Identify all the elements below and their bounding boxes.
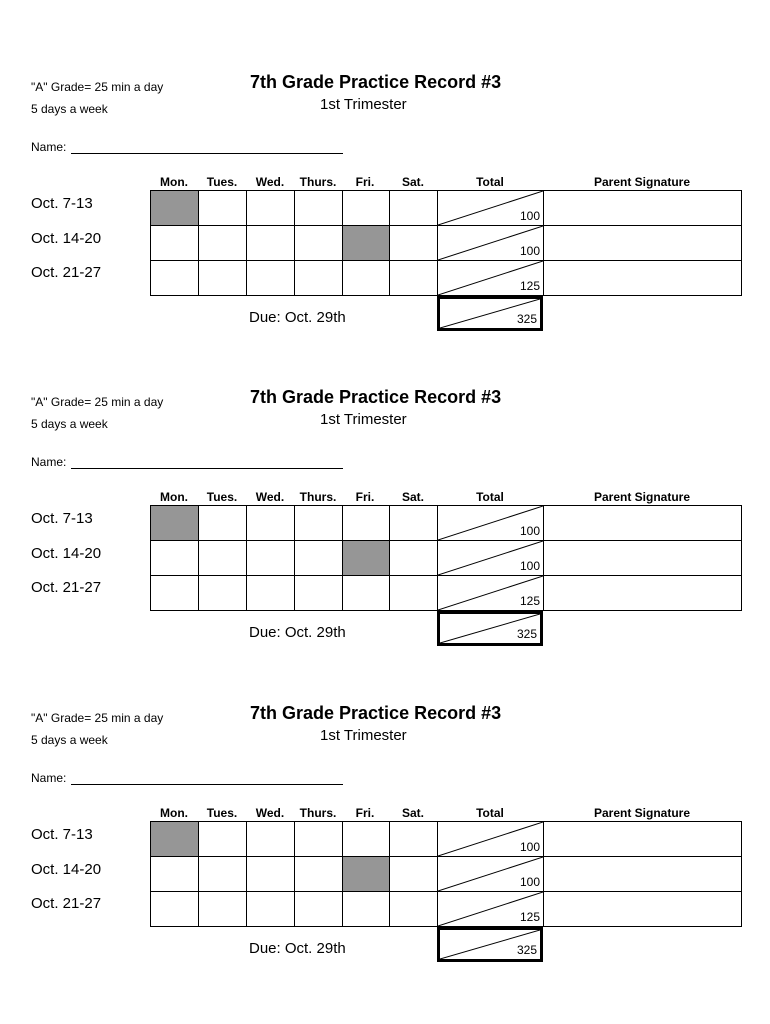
week-label: Oct. 7-13 [31,195,93,212]
practice-minutes-cell[interactable] [389,260,438,296]
days-per-week-note: 5 days a week [31,417,108,431]
practice-minutes-cell[interactable] [198,225,247,261]
column-header-0: Mon. [160,490,188,504]
parent-signature-cell[interactable] [543,891,742,927]
grand-total-value: 325 [516,943,537,957]
week-target-total: 100 [519,875,540,889]
practice-minutes-cell[interactable] [198,856,247,892]
practice-minutes-cell[interactable] [294,821,343,857]
name-label: Name: [31,455,67,469]
week-total-cell[interactable] [437,856,544,892]
practice-minutes-cell[interactable] [150,891,199,927]
grand-total-cell[interactable] [437,296,543,331]
practice-minutes-cell[interactable] [198,260,247,296]
practice-minutes-cell[interactable] [246,505,295,541]
name-label: Name: [31,771,67,785]
column-header-7: Parent Signature [593,806,691,820]
week-target-total: 100 [519,840,540,854]
practice-minutes-cell[interactable] [342,821,391,857]
week-total-cell[interactable] [437,575,544,611]
column-header-4: Fri. [355,806,375,820]
practice-minutes-cell[interactable] [198,821,247,857]
practice-minutes-cell[interactable] [246,891,295,927]
shaded-day-cell [342,540,391,576]
grand-total-value: 325 [516,627,537,641]
parent-signature-cell[interactable] [543,856,742,892]
practice-minutes-cell[interactable] [198,891,247,927]
practice-minutes-cell[interactable] [246,190,295,226]
week-label: Oct. 21-27 [31,579,102,596]
record-subtitle: 1st Trimester [320,727,407,744]
column-header-2: Wed. [255,175,285,189]
column-header-3: Thurs. [299,490,337,504]
record-title: 7th Grade Practice Record #3 [250,387,502,407]
column-header-4: Fri. [355,490,375,504]
practice-minutes-cell[interactable] [246,540,295,576]
practice-minutes-cell[interactable] [150,540,199,576]
column-header-6: Total [476,490,504,504]
column-header-1: Tues. [206,490,238,504]
week-total-cell[interactable] [437,540,544,576]
practice-minutes-cell[interactable] [389,891,438,927]
shaded-day-cell [342,856,391,892]
practice-minutes-cell[interactable] [294,891,343,927]
name-field[interactable] [71,784,343,785]
column-header-3: Thurs. [299,806,337,820]
week-label: Oct. 14-20 [31,861,102,878]
column-header-1: Tues. [206,806,238,820]
week-total-cell[interactable] [437,891,544,927]
days-per-week-note: 5 days a week [31,733,108,747]
practice-minutes-cell[interactable] [389,821,438,857]
column-header-6: Total [476,175,504,189]
practice-minutes-cell[interactable] [150,260,199,296]
parent-signature-cell[interactable] [543,260,742,296]
practice-minutes-cell[interactable] [246,821,295,857]
grand-total-cell[interactable] [437,611,543,646]
week-label: Oct. 14-20 [31,545,102,562]
week-label: Oct. 14-20 [31,230,102,247]
record-subtitle: 1st Trimester [320,411,407,428]
week-total-cell[interactable] [437,821,544,857]
column-header-6: Total [476,806,504,820]
grade-requirement-note: "A" Grade= 25 min a day [31,711,164,725]
practice-minutes-cell[interactable] [294,540,343,576]
practice-minutes-cell[interactable] [342,891,391,927]
practice-minutes-cell[interactable] [246,856,295,892]
practice-record-3 [0,703,770,1011]
record-subtitle: 1st Trimester [320,96,407,113]
record-title: 7th Grade Practice Record #3 [250,72,502,92]
due-date: Due: Oct. 29th [249,309,346,326]
column-header-7: Parent Signature [593,490,691,504]
week-target-total: 125 [519,279,540,293]
record-title: 7th Grade Practice Record #3 [250,703,502,723]
week-total-cell[interactable] [437,505,544,541]
week-target-total: 125 [519,594,540,608]
practice-minutes-cell[interactable] [294,575,343,611]
practice-minutes-cell[interactable] [389,225,438,261]
practice-minutes-cell[interactable] [389,540,438,576]
practice-record-1 [0,72,770,380]
due-date: Due: Oct. 29th [249,624,346,641]
practice-minutes-cell[interactable] [198,505,247,541]
shaded-day-cell [150,190,199,226]
practice-minutes-cell[interactable] [294,505,343,541]
column-header-5: Sat. [401,806,424,820]
week-label: Oct. 7-13 [31,826,93,843]
practice-minutes-cell[interactable] [150,225,199,261]
practice-minutes-cell[interactable] [294,190,343,226]
column-header-5: Sat. [401,490,424,504]
column-header-2: Wed. [255,806,285,820]
column-header-4: Fri. [355,175,375,189]
practice-minutes-cell[interactable] [342,260,391,296]
week-target-total: 100 [519,209,540,223]
grand-total-value: 325 [516,312,537,326]
column-header-1: Tues. [206,175,238,189]
practice-minutes-cell[interactable] [389,575,438,611]
shaded-day-cell [150,505,199,541]
practice-minutes-cell[interactable] [389,856,438,892]
week-label: Oct. 21-27 [31,895,102,912]
column-header-3: Thurs. [299,175,337,189]
parent-signature-cell[interactable] [543,821,742,857]
practice-minutes-cell[interactable] [342,190,391,226]
parent-signature-cell[interactable] [543,505,742,541]
week-total-cell[interactable] [437,260,544,296]
practice-minutes-cell[interactable] [150,575,199,611]
week-target-total: 100 [519,244,540,258]
practice-minutes-cell[interactable] [198,540,247,576]
practice-minutes-cell[interactable] [246,260,295,296]
practice-minutes-cell[interactable] [342,575,391,611]
parent-signature-cell[interactable] [543,575,742,611]
practice-minutes-cell[interactable] [294,856,343,892]
week-label: Oct. 7-13 [31,510,93,527]
practice-minutes-cell[interactable] [389,190,438,226]
parent-signature-cell[interactable] [543,225,742,261]
practice-minutes-cell[interactable] [294,260,343,296]
week-target-total: 100 [519,524,540,538]
week-target-total: 100 [519,559,540,573]
parent-signature-cell[interactable] [543,190,742,226]
name-label: Name: [31,140,67,154]
practice-record-2 [0,387,770,695]
column-header-7: Parent Signature [593,175,691,189]
practice-minutes-cell[interactable] [294,225,343,261]
practice-minutes-cell[interactable] [150,856,199,892]
practice-minutes-cell[interactable] [246,575,295,611]
column-header-2: Wed. [255,490,285,504]
name-field[interactable] [71,468,343,469]
column-header-5: Sat. [401,175,424,189]
practice-minutes-cell[interactable] [198,190,247,226]
week-target-total: 125 [519,910,540,924]
week-total-cell[interactable] [437,190,544,226]
practice-minutes-cell[interactable] [198,575,247,611]
name-field[interactable] [71,153,343,154]
week-total-cell[interactable] [437,225,544,261]
column-header-0: Mon. [160,175,188,189]
column-header-0: Mon. [160,806,188,820]
practice-minutes-cell[interactable] [246,225,295,261]
shaded-day-cell [342,225,391,261]
shaded-day-cell [150,821,199,857]
grand-total-cell[interactable] [437,927,543,962]
days-per-week-note: 5 days a week [31,102,108,116]
practice-minutes-cell[interactable] [389,505,438,541]
week-label: Oct. 21-27 [31,264,102,281]
due-date: Due: Oct. 29th [249,940,346,957]
parent-signature-cell[interactable] [543,540,742,576]
practice-minutes-cell[interactable] [342,505,391,541]
grade-requirement-note: "A" Grade= 25 min a day [31,395,164,409]
grade-requirement-note: "A" Grade= 25 min a day [31,80,164,94]
